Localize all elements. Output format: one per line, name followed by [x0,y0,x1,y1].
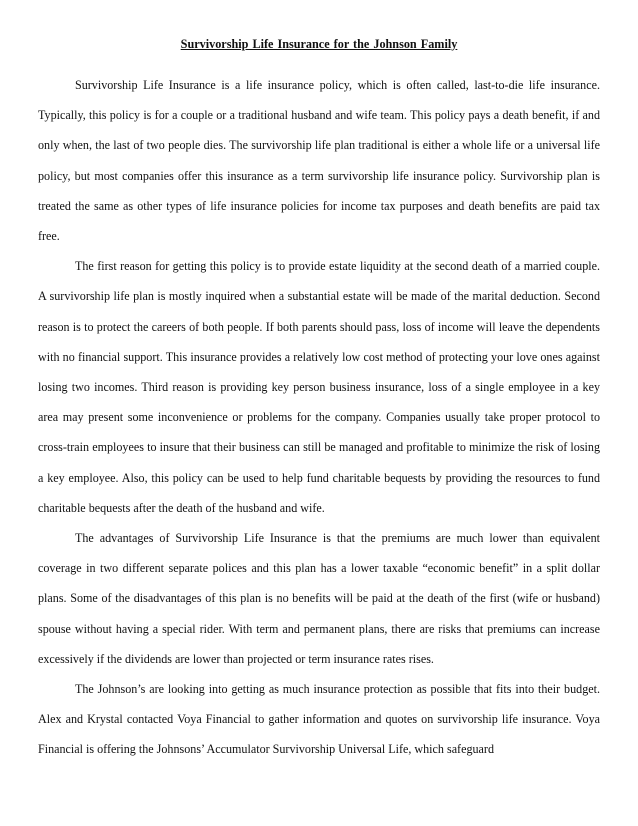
paragraph-1: Survivorship Life Insurance is a life insurance policy, which is often called, last-to-die life insurance. Typically, this policy is for a couple or a traditional husband and wife team. This policy pays a death benefit, if and only when, the last of two people dies. The survivorship life plan traditional is either a whole life or a universal life policy, but most companies offer this insurance as a term survivorship life insurance policy. Survivorship plan is treated the same as other types of life insurance policies for income tax purposes and death benefits are paid tax free. [38,78,600,244]
paragraph-2: The first reason for getting this policy is to provide estate liquidity at the second death of a married couple. A survivorship life plan is mostly inquired when a substantial estate will be made of the marital deduction. Second reason is to protect the careers of both people. If both parents should pass, loss of income will leave the dependents with no financial support. This insurance provides a relatively low cost method of protecting your love ones against losing two incomes. Third reason is providing key person business insurance, loss of a single employee in a key area may present some inconvenience or problems for the company. Companies usually take proper protocol to cross-train employees to insure that their business can still be managed and profitable to minimize the risk of losing a key employee. Also, this policy can be used to help fund charitable bequests by providing the resources to fund charitable bequests after the death of the husband and wife. [38,259,600,515]
paragraph-4: The Johnson’s are looking into getting as much insurance protection as possible that fits into their budget. Alex and Krystal contacted Voya Financial to gather information and quotes on survivorship life insurance. Voya Financial is offering the Johnsons’ Accumulator Survivorship Universal Life, which safeguard [38,682,600,757]
document-page [38,36,600,765]
document-title: Survivorship Life Insurance for the Johnson Family [180,37,458,51]
paragraph-3: The advantages of Survivorship Life Insurance is that the premiums are much lower than equivalent coverage in two different separate polices and this plan has a lower taxable “economic benefit” in a split dollar plans. Some of the disadvantages of this plan is no benefits will be paid at the death of the first (wife or husband) spouse without having a special rider. With term and permanent plans, there are risks that premiums can increase excessively if the dividends are lower than projected or term insurance rates rises. [38,531,600,666]
